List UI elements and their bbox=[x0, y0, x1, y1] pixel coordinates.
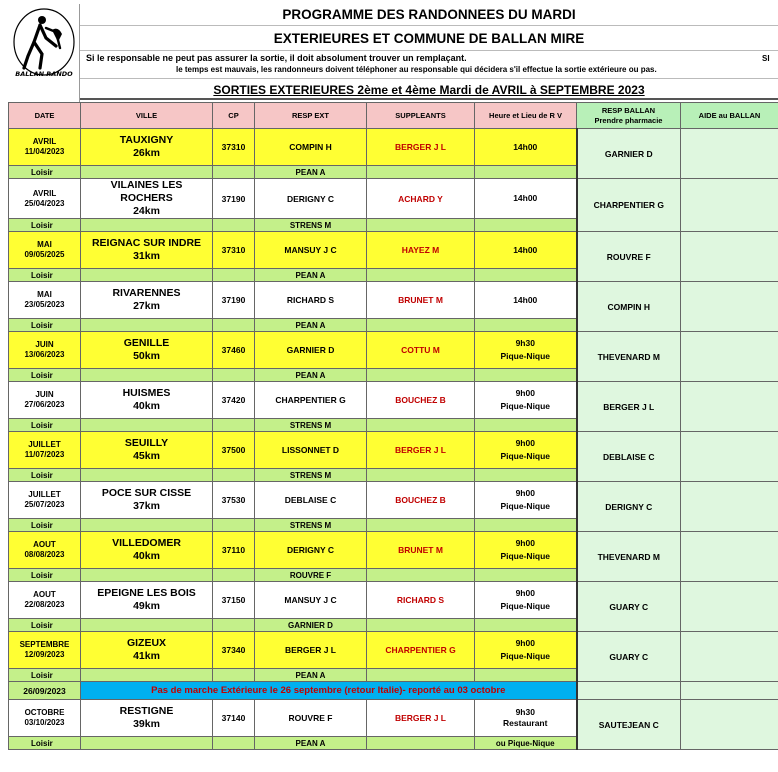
ville-km: 45km bbox=[133, 450, 160, 462]
heure-place: Restaurant bbox=[503, 718, 548, 728]
loisir-empty bbox=[475, 319, 577, 332]
cp-cell: 37340 bbox=[213, 632, 255, 669]
heure-time: 9h00 bbox=[515, 538, 535, 548]
schedule-table bbox=[8, 102, 778, 750]
heure-cell bbox=[475, 179, 577, 219]
heure-extra: ou Pique-Nique bbox=[475, 737, 577, 750]
ville-name: RESTIGNE bbox=[119, 705, 174, 717]
section-title-text: SORTIES EXTERIEURES 2ème et 4ème Mardi de AVRIL à SEPTEMBRE 2023 bbox=[213, 83, 645, 97]
loisir-empty bbox=[475, 469, 577, 482]
date-value: 25/04/2023 bbox=[24, 198, 65, 208]
ville-km: 27km bbox=[133, 300, 160, 312]
resp-ballan-cell: GARNIER D bbox=[577, 129, 681, 179]
aide-cell bbox=[681, 482, 778, 532]
heure-cell bbox=[475, 482, 577, 519]
ville-km: 41km bbox=[133, 650, 160, 662]
loisir-empty bbox=[213, 419, 255, 432]
loisir-empty bbox=[213, 469, 255, 482]
cp-cell: 37140 bbox=[213, 700, 255, 737]
suppleant-cell: BRUNET M bbox=[367, 282, 475, 319]
loisir-empty bbox=[213, 737, 255, 750]
ville-cell bbox=[81, 232, 213, 269]
loisir-resp: PEAN A bbox=[255, 737, 367, 750]
ville-name: REIGNAC SUR INDRE bbox=[91, 237, 202, 249]
cp-cell: 37460 bbox=[213, 332, 255, 369]
svg-text:BALLAN RANDO: BALLAN RANDO bbox=[15, 70, 73, 78]
heure-time: 9h00 bbox=[515, 588, 535, 598]
ville-km: 40km bbox=[133, 400, 160, 412]
table-row bbox=[9, 129, 778, 166]
loisir-resp: STRENS M bbox=[255, 419, 367, 432]
loisir-resp: PEAN A bbox=[255, 369, 367, 382]
resp-ext-cell: COMPIN H bbox=[255, 129, 367, 166]
ville-name: VILLEDOMER bbox=[112, 537, 181, 549]
date-value: 11/07/2023 bbox=[24, 450, 65, 459]
suppleant-cell: BOUCHEZ B bbox=[367, 482, 475, 519]
table-row bbox=[9, 332, 778, 369]
date-cell bbox=[9, 482, 81, 519]
month-label: AVRIL bbox=[32, 188, 57, 198]
loisir-empty bbox=[81, 519, 213, 532]
table-row bbox=[9, 432, 778, 469]
aide-cell bbox=[681, 532, 778, 582]
loisir-empty bbox=[367, 737, 475, 750]
ville-cell bbox=[81, 432, 213, 469]
date-cell bbox=[9, 129, 81, 166]
date-value: 03/10/2023 bbox=[24, 718, 65, 727]
date-cell bbox=[9, 432, 81, 469]
loisir-empty bbox=[367, 166, 475, 179]
heure-place: Pique-Nique bbox=[500, 501, 551, 511]
heure-place: Pique-Nique bbox=[500, 401, 551, 411]
loisir-empty bbox=[81, 669, 213, 682]
loisir-label: Loisir bbox=[9, 469, 81, 482]
suppleant-cell: BERGER J L bbox=[367, 432, 475, 469]
ville-cell bbox=[81, 129, 213, 166]
aide-cell bbox=[681, 582, 778, 632]
resp-ext-cell: ROUVRE F bbox=[255, 700, 367, 737]
date-value: 25/07/2023 bbox=[24, 500, 65, 509]
loisir-empty bbox=[367, 319, 475, 332]
table-row bbox=[9, 382, 778, 419]
aide-cell bbox=[681, 382, 778, 432]
heure-time: 9h00 bbox=[515, 638, 535, 648]
cp-cell: 37500 bbox=[213, 432, 255, 469]
loisir-empty bbox=[213, 319, 255, 332]
loisir-resp: PEAN A bbox=[255, 319, 367, 332]
suppleant-cell: BERGER J L bbox=[367, 700, 475, 737]
loisir-empty bbox=[213, 519, 255, 532]
ville-name: VILAINES LES ROCHERS bbox=[110, 179, 183, 204]
loisir-empty bbox=[213, 269, 255, 282]
date-cell bbox=[9, 332, 81, 369]
special-notice: Pas de marche Extérieure le 26 septembre (retour Italie)- reporté au 03 octobre bbox=[81, 682, 577, 700]
loisir-label: Loisir bbox=[9, 619, 81, 632]
ville-cell bbox=[81, 700, 213, 737]
loisir-empty bbox=[367, 419, 475, 432]
responsibility-note: Si le responsable ne peut pas assurer la sortie, il doit absolument trouver un remplaçant. bbox=[86, 53, 467, 63]
date-cell bbox=[9, 700, 81, 737]
ville-cell bbox=[81, 282, 213, 319]
heure-cell bbox=[475, 582, 577, 619]
ville-km: 40km bbox=[133, 550, 160, 562]
month-label: SEPTEMBRE bbox=[19, 640, 70, 649]
loisir-label: Loisir bbox=[9, 219, 81, 232]
heure-cell bbox=[475, 532, 577, 569]
loisir-empty bbox=[475, 419, 577, 432]
cp-cell: 37190 bbox=[213, 282, 255, 319]
table-row bbox=[9, 482, 778, 519]
col-resp-ballan-line2: Prendre pharmacie bbox=[594, 115, 663, 125]
table-row bbox=[9, 582, 778, 619]
heure-place: Pique-Nique bbox=[500, 551, 551, 561]
resp-ext-cell: DERIGNY C bbox=[255, 532, 367, 569]
date-cell bbox=[9, 232, 81, 269]
date-value: 08/08/2023 bbox=[24, 550, 65, 559]
note-si: SI bbox=[762, 54, 770, 63]
heure-cell bbox=[475, 332, 577, 369]
loisir-empty bbox=[367, 519, 475, 532]
loisir-resp: GARNIER D bbox=[255, 619, 367, 632]
loisir-empty bbox=[213, 569, 255, 582]
ville-cell bbox=[81, 632, 213, 669]
loisir-empty bbox=[475, 519, 577, 532]
ville-name: SEUILLY bbox=[124, 437, 169, 449]
date-cell bbox=[9, 282, 81, 319]
loisir-empty bbox=[81, 166, 213, 179]
aide-cell bbox=[681, 632, 778, 682]
table-row bbox=[9, 700, 778, 737]
aide-cell bbox=[681, 432, 778, 482]
loisir-empty bbox=[367, 219, 475, 232]
date-value: 12/09/2023 bbox=[24, 650, 65, 659]
ville-cell bbox=[81, 582, 213, 619]
heure-cell bbox=[475, 382, 577, 419]
loisir-empty bbox=[367, 269, 475, 282]
col-resp-ballan-line1: RESP BALLAN bbox=[601, 105, 656, 115]
date-value: 22/08/2023 bbox=[24, 600, 65, 609]
loisir-empty bbox=[367, 669, 475, 682]
loisir-label: Loisir bbox=[9, 166, 81, 179]
loisir-label: Loisir bbox=[9, 519, 81, 532]
date-cell bbox=[9, 582, 81, 619]
loisir-empty bbox=[213, 219, 255, 232]
month-label: OCTOBRE bbox=[24, 708, 65, 717]
resp-ballan-cell: THEVENARD M bbox=[577, 332, 681, 382]
suppleant-cell: HAYEZ M bbox=[367, 232, 475, 269]
loisir-empty bbox=[213, 619, 255, 632]
ville-km: 39km bbox=[133, 718, 160, 730]
heure-cell bbox=[475, 700, 577, 737]
aide-cell bbox=[681, 700, 778, 750]
col-aide: AIDE au BALLAN bbox=[681, 103, 778, 129]
aide-cell bbox=[681, 682, 778, 700]
table-row bbox=[9, 179, 778, 219]
loisir-empty bbox=[475, 269, 577, 282]
aide-cell bbox=[681, 332, 778, 382]
table-header-row bbox=[9, 103, 778, 129]
loisir-empty bbox=[367, 569, 475, 582]
heure-time: 9h00 bbox=[515, 438, 535, 448]
heure-place: Pique-Nique bbox=[500, 451, 551, 461]
heure-time: 9h30 bbox=[515, 338, 535, 348]
col-resp-ext: RESP EXT bbox=[255, 103, 367, 129]
loisir-label: Loisir bbox=[9, 419, 81, 432]
resp-ballan-cell bbox=[577, 682, 681, 700]
resp-ext-cell: GARNIER D bbox=[255, 332, 367, 369]
month-label: AOUT bbox=[33, 590, 56, 599]
heure-cell bbox=[475, 282, 577, 319]
loisir-label: Loisir bbox=[9, 269, 81, 282]
loisir-empty bbox=[475, 669, 577, 682]
loisir-empty bbox=[81, 619, 213, 632]
resp-ballan-cell: THEVENARD M bbox=[577, 532, 681, 582]
suppleant-cell: BRUNET M bbox=[367, 532, 475, 569]
table-body bbox=[9, 129, 778, 750]
heure-time: 14h00 bbox=[513, 193, 538, 203]
cp-cell: 37420 bbox=[213, 382, 255, 419]
loisir-empty bbox=[81, 319, 213, 332]
col-suppleants: SUPPLEANTS bbox=[367, 103, 475, 129]
col-cp: CP bbox=[213, 103, 255, 129]
aide-cell bbox=[681, 179, 778, 232]
loisir-empty bbox=[213, 669, 255, 682]
ville-km: 24km bbox=[133, 205, 160, 217]
ville-name: RIVARENNES bbox=[112, 287, 181, 299]
ville-cell bbox=[81, 179, 213, 219]
ville-km: 37km bbox=[133, 500, 160, 512]
loisir-empty bbox=[81, 469, 213, 482]
resp-ballan-cell: BERGER J L bbox=[577, 382, 681, 432]
resp-ext-cell: BERGER J L bbox=[255, 632, 367, 669]
suppleant-cell: BERGER J L bbox=[367, 129, 475, 166]
suppleant-cell: CHARPENTIER G bbox=[367, 632, 475, 669]
ville-name: HUISMES bbox=[122, 387, 171, 399]
ville-km: 49km bbox=[133, 600, 160, 612]
date-cell bbox=[9, 382, 81, 419]
ville-km: 50km bbox=[133, 350, 160, 362]
month-label: JUIN bbox=[35, 340, 54, 349]
heure-time: 9h30 bbox=[515, 707, 535, 717]
date-value: 11/04/2023 bbox=[24, 147, 65, 156]
heure-cell bbox=[475, 129, 577, 166]
loisir-label: Loisir bbox=[9, 319, 81, 332]
ville-km: 26km bbox=[133, 147, 160, 159]
ville-cell bbox=[81, 532, 213, 569]
ville-name: GIZEUX bbox=[126, 637, 167, 649]
cp-cell: 37310 bbox=[213, 232, 255, 269]
suppleant-cell: ACHARD Y bbox=[367, 179, 475, 219]
month-label: AVRIL bbox=[32, 137, 57, 146]
month-label: MAI bbox=[37, 290, 52, 299]
heure-place: Pique-Nique bbox=[500, 351, 551, 361]
loisir-resp: STRENS M bbox=[255, 519, 367, 532]
resp-ballan-cell: SAUTEJEAN C bbox=[577, 700, 681, 750]
loisir-empty bbox=[81, 569, 213, 582]
loisir-empty bbox=[81, 419, 213, 432]
loisir-empty bbox=[475, 219, 577, 232]
cp-cell: 37110 bbox=[213, 532, 255, 569]
month-label: JUIN bbox=[35, 390, 54, 399]
loisir-empty bbox=[475, 569, 577, 582]
suppleant-cell: COTTU M bbox=[367, 332, 475, 369]
resp-ballan-cell: DEBLAISE C bbox=[577, 432, 681, 482]
date-cell bbox=[9, 532, 81, 569]
loisir-empty bbox=[475, 369, 577, 382]
loisir-resp: PEAN A bbox=[255, 166, 367, 179]
suppleant-cell: RICHARD S bbox=[367, 582, 475, 619]
loisir-label: Loisir bbox=[9, 369, 81, 382]
aide-cell bbox=[681, 232, 778, 282]
heure-cell bbox=[475, 232, 577, 269]
month-label: MAI bbox=[37, 240, 52, 249]
heure-place: Pique-Nique bbox=[500, 601, 551, 611]
month-label: JUILLET bbox=[28, 440, 61, 449]
heure-time: 14h00 bbox=[513, 244, 538, 255]
loisir-empty bbox=[367, 469, 475, 482]
resp-ballan-cell: COMPIN H bbox=[577, 282, 681, 332]
table-row bbox=[9, 232, 778, 269]
loisir-label: Loisir bbox=[9, 669, 81, 682]
cp-cell: 37530 bbox=[213, 482, 255, 519]
cp-cell: 37190 bbox=[213, 179, 255, 219]
loisir-empty bbox=[81, 369, 213, 382]
heure-time: 14h00 bbox=[513, 294, 538, 305]
ville-name: GENILLE bbox=[123, 337, 170, 349]
heure-cell bbox=[475, 432, 577, 469]
col-resp-ballan bbox=[577, 103, 681, 129]
cp-cell: 37150 bbox=[213, 582, 255, 619]
page-subtitle: EXTERIEURES ET COMMUNE DE BALLAN MIRE bbox=[80, 27, 778, 51]
loisir-label: Loisir bbox=[9, 569, 81, 582]
heure-time: 9h00 bbox=[515, 388, 535, 398]
date-value: 09/05/2025 bbox=[24, 250, 65, 259]
loisir-resp: PEAN A bbox=[255, 669, 367, 682]
resp-ballan-cell: CHARPENTIER G bbox=[577, 179, 681, 232]
resp-ballan-cell: DERIGNY C bbox=[577, 482, 681, 532]
heure-cell bbox=[475, 632, 577, 669]
table-row bbox=[9, 282, 778, 319]
month-label: AOUT bbox=[33, 540, 56, 549]
ville-name: EPEIGNE LES BOIS bbox=[97, 587, 196, 599]
ville-km: 31km bbox=[133, 250, 160, 262]
heure-place: Pique-Nique bbox=[500, 651, 551, 661]
special-date: 26/09/2023 bbox=[9, 682, 81, 700]
loisir-empty bbox=[213, 369, 255, 382]
loisir-empty bbox=[475, 619, 577, 632]
ville-name: POCE SUR CISSE bbox=[101, 487, 192, 499]
section-title bbox=[80, 78, 778, 100]
ville-name: TAUXIGNY bbox=[119, 134, 174, 146]
heure-time: 14h00 bbox=[513, 141, 538, 152]
aide-cell bbox=[681, 282, 778, 332]
resp-ballan-cell: ROUVRE F bbox=[577, 232, 681, 282]
loisir-empty bbox=[475, 166, 577, 179]
loisir-resp: STRENS M bbox=[255, 469, 367, 482]
resp-ext-cell: CHARPENTIER G bbox=[255, 382, 367, 419]
ville-cell bbox=[81, 382, 213, 419]
loisir-empty bbox=[81, 219, 213, 232]
resp-ballan-cell: GUARY C bbox=[577, 632, 681, 682]
resp-ext-cell: LISSONNET D bbox=[255, 432, 367, 469]
resp-ext-cell: MANSUY J C bbox=[255, 582, 367, 619]
table-row bbox=[9, 632, 778, 669]
date-value: 13/06/2023 bbox=[24, 350, 65, 359]
resp-ext-cell: DEBLAISE C bbox=[255, 482, 367, 519]
col-ville: VILLE bbox=[81, 103, 213, 129]
date-cell bbox=[9, 632, 81, 669]
ville-cell bbox=[81, 332, 213, 369]
loisir-resp: ROUVRE F bbox=[255, 569, 367, 582]
logo-area bbox=[8, 4, 80, 102]
suppleant-cell: BOUCHEZ B bbox=[367, 382, 475, 419]
date-value: 23/05/2023 bbox=[24, 300, 65, 309]
aide-cell bbox=[681, 129, 778, 179]
resp-ext-cell: RICHARD S bbox=[255, 282, 367, 319]
loisir-label: Loisir bbox=[9, 737, 81, 750]
loisir-empty bbox=[213, 166, 255, 179]
hiker-logo-icon bbox=[12, 8, 76, 80]
loisir-empty bbox=[81, 269, 213, 282]
col-heure: Heure et Lieu de R V bbox=[475, 103, 577, 129]
table-row bbox=[9, 532, 778, 569]
resp-ext-cell: DERIGNY C bbox=[255, 179, 367, 219]
resp-ext-cell: MANSUY J C bbox=[255, 232, 367, 269]
loisir-empty bbox=[81, 737, 213, 750]
loisir-resp: PEAN A bbox=[255, 269, 367, 282]
cp-cell: 37310 bbox=[213, 129, 255, 166]
weather-note: le temps est mauvais, les randonneurs doivent téléphoner au responsable qui décidera s'il effectue la sortie extérieure ou pas. bbox=[176, 65, 657, 74]
page-title: PROGRAMME DES RANDONNEES DU MARDI bbox=[80, 4, 778, 26]
loisir-empty bbox=[367, 619, 475, 632]
resp-ballan-cell: GUARY C bbox=[577, 582, 681, 632]
heure-time: 9h00 bbox=[515, 488, 535, 498]
special-row bbox=[9, 682, 778, 700]
date-cell bbox=[9, 179, 81, 219]
loisir-empty bbox=[367, 369, 475, 382]
col-date: DATE bbox=[9, 103, 81, 129]
month-label: JUILLET bbox=[28, 490, 61, 499]
date-value: 27/06/2023 bbox=[24, 400, 65, 409]
loisir-resp: STRENS M bbox=[255, 219, 367, 232]
ville-cell bbox=[81, 482, 213, 519]
